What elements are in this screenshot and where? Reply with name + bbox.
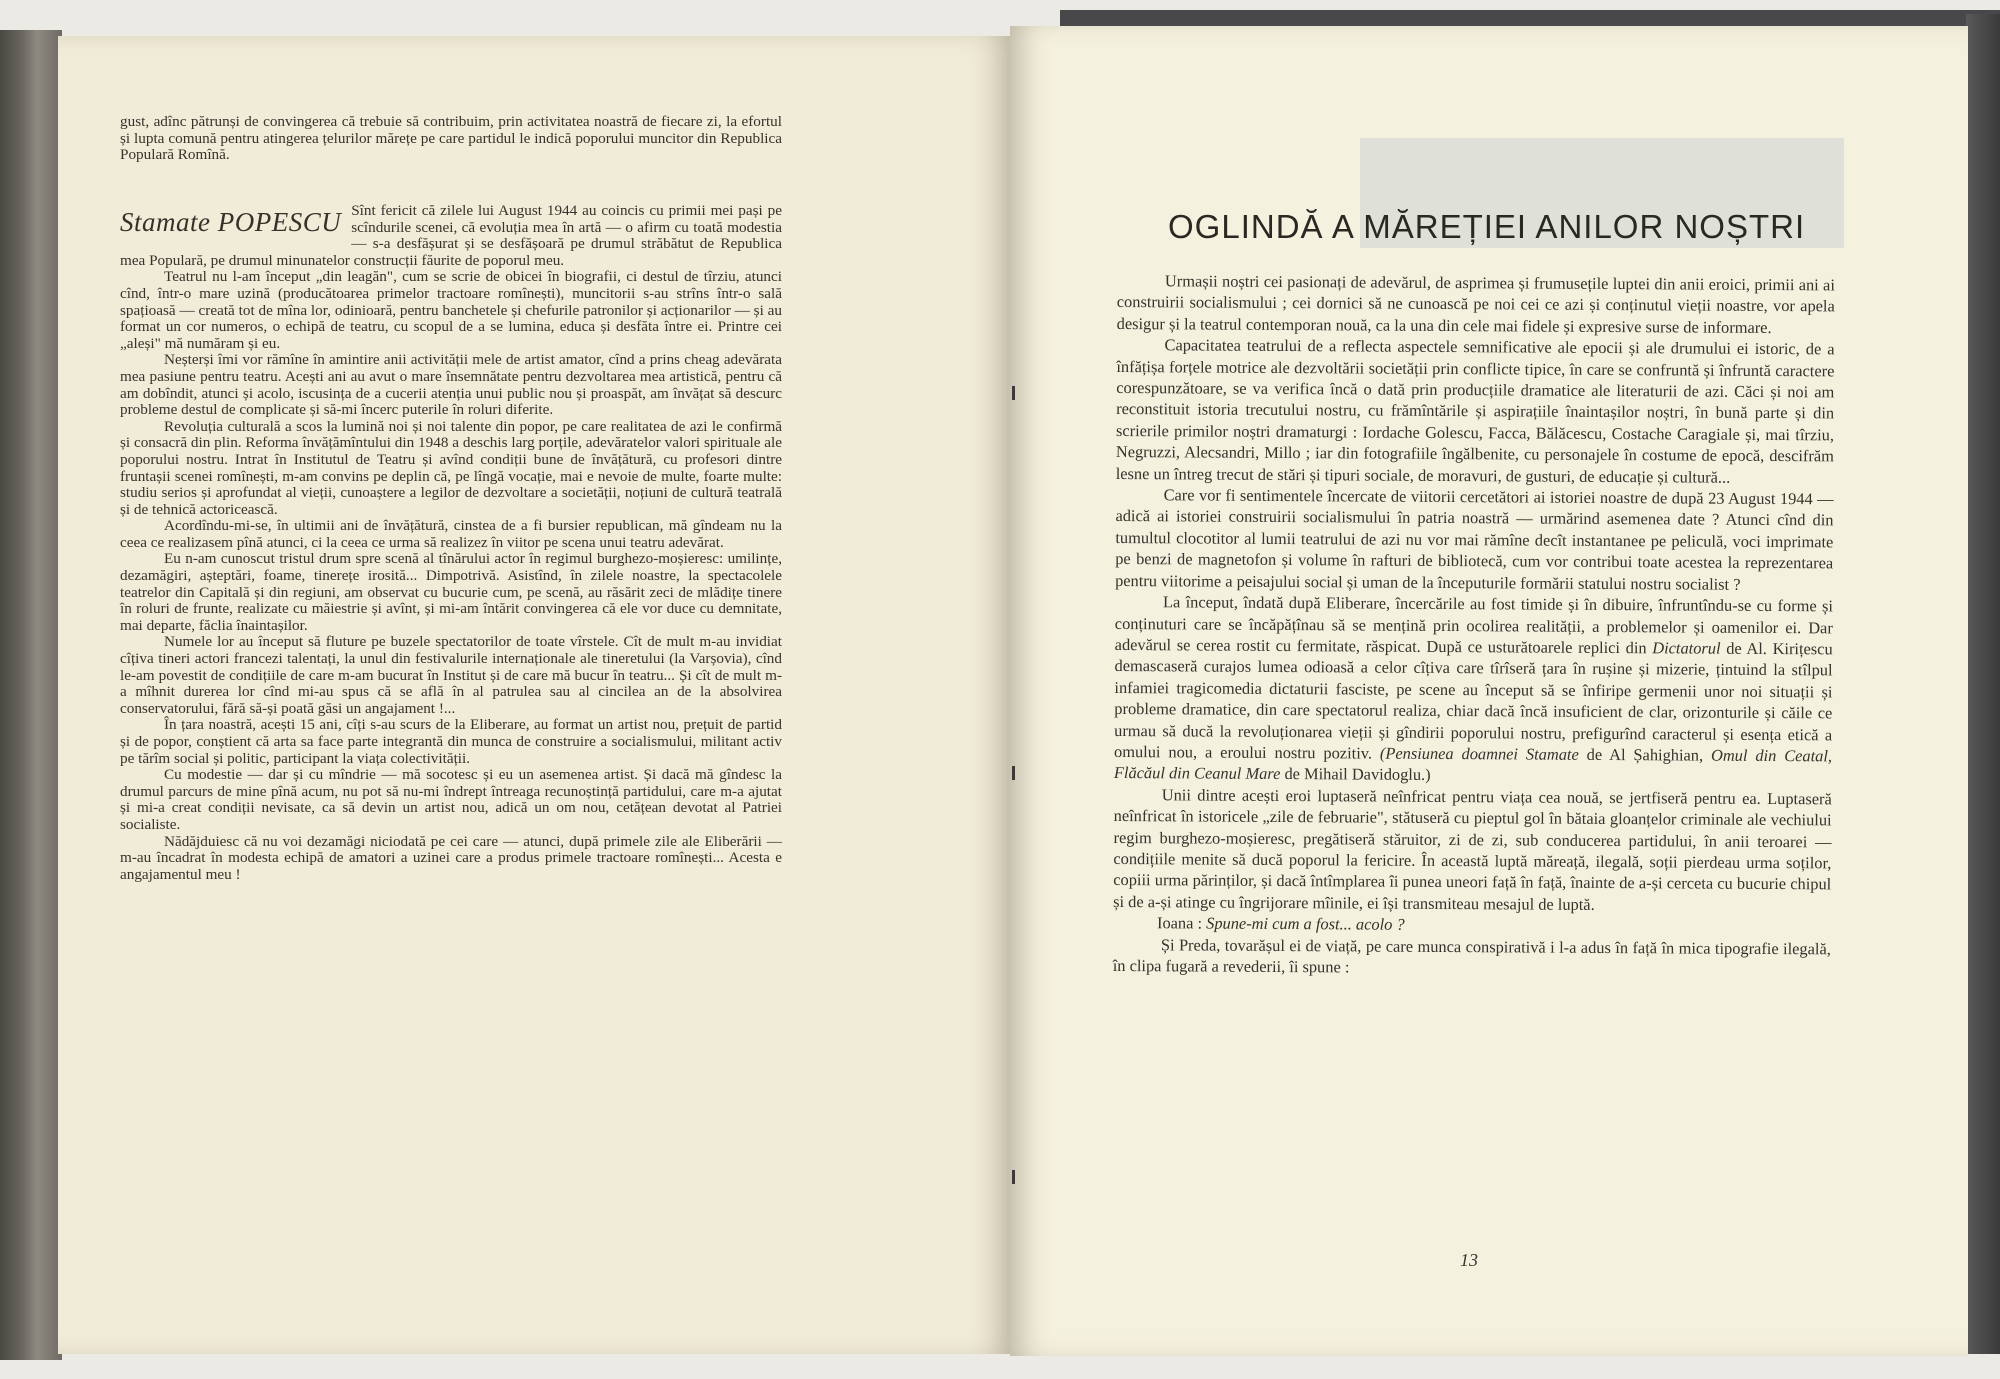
article-paragraph: Cu modestie — dar și cu mîndrie — mă socotesc și eu un asemenea artist. Și dacă mă gîndesc la drumul parcurs de mine pînă acum, nu pot să nu-mi îndrept întreaga recunoștință partidului, care m-a ajutat și mi-a creat condiții nevisate, ca să devin un artist nou, adică un om nou, cetățean devotat al Patriei socialiste. xyxy=(120,766,782,833)
article-paragraph: Nădăjduiesc că nu voi dezamăgi niciodată pe cei care — atunci, după primele zile ale Eliberării — m-au încadrat în modesta echipă de amatori a uzinei care a produs primele tractoare romînești... Acesta e angajamentul meu ! xyxy=(120,832,782,883)
intro-paragraph: gust, adînc pătrunși de convingerea că trebuie să contribuim, prin activitatea noastră de fiecare zi, la efortul și lupta comună pentru atingerea țelurilor mărețe pe care partidul le indică poporului muncitor din Republica Populară Romînă. xyxy=(120,113,782,164)
work-title: Dictatorul xyxy=(1652,638,1721,658)
left-page-article xyxy=(120,203,782,883)
gutter-mark xyxy=(1012,766,1015,780)
article-opening-paragraph xyxy=(120,203,782,269)
book-binding-left xyxy=(0,30,62,1360)
article-paragraph: Capacitatea teatrului de a reflecta aspectele semnificative ale epocii și ale drumului ei istoric, de a înfățișa forțele motrice ale dezvoltării societății prin conflicte tipice, în care se confruntă și înfruntă caractere corespunzătoare, se va verifica încă o dată prin producțiile dramatice ale literaturii de azi. Căci și noi am reconstituit istoria trecutului nostru, cu frămîntările și aspirațiile înaintașilor noștri, în bună parte și din scrierile primilor noștri dramaturgi : Iordache Golescu, Facca, Bălăcescu, Costache Caragiale și, mai tîrziu, Negruzzi, Alecsandri, Millo ; iar din fotografiile îngălbenite, cu personajele în costume de epocă, descifrăm lesne un întreg trecut de stări și tipuri sociale, de moravuri, de gusturi, de educație și cultură... xyxy=(1115,335,1835,487)
work-title: Omul din Ceatal, Flăcăul din Ceanul Mare xyxy=(1113,745,1833,784)
article-paragraph: Teatrul nu l-am început „din leagăn", cum se scrie de obicei în biografii, ci destul de tîrziu, atunci cînd, într-o mare uzină (producătoarea primelor tractoare romînești), muncitorii s-au strîns într-o sală spațioasă — creată tot de mîna lor, odinioară, pentru banchetele și chefurile patronilor și acționarilor — și au format un cor numeros, o echipă de teatru, cu scopul de a se lumina, educa și desfăta între ei. Printre cei „aleși" mă număram și eu. xyxy=(120,268,782,352)
article-paragraph: Urmașii noștri cei pasionați de adevărul, de asprimea și frumusețile luptei din anii eroici, primii ani ai construirii socialismului ; cei dornici să ne cunoască pe noi cei ce azi și conținutul vieții noastre, vor apela desigur și la teatrul contemporan nouă, ca la una din cele mai fidele și expresive surse de informare. xyxy=(1116,271,1835,337)
page-number: 13 xyxy=(1460,1250,1478,1270)
book-cover-edge xyxy=(1060,10,2000,26)
book-binding-right xyxy=(1966,14,2000,1354)
article-paragraph: Eu n-am cunoscut tristul drum spre scenă al tînărului actor în regimul burghezo-moșieresc: umilințe, dezamăgiri, așteptări, foame, tinerețe irosită... Dimpotrivă. Asistînd, în zilele noastre, la spectacolele teatrelor din Capitală și din regiuni, am observat cu bucurie cum, pe scenă, au răsărit zeci de mlădițe tinere în roluri de frunte, realizate cu măiestrie și avînt, și mi-am întărit convingerea că ele vor duce cu demnitate, mai departe, făclia înaintașilor. xyxy=(120,550,782,634)
article-paragraph: Acordîndu-mi-se, în ultimii ani de învățătură, cinstea de a fi bursier republican, mă gîndeam nu la ceea ce realizasem pînă atunci, ci la ceea ce urma să realizez în viitor pe scena unui teatru adevărat. xyxy=(120,517,782,551)
article-paragraph: Și Preda, tovarășul ei de viață, pe care munca conspirativă i l-a adus în față în mica tipografie ilegală, în clipa fugară a revederii, îi spune : xyxy=(1112,934,1831,977)
dialog-text: Spune-mi cum a fost... acolo ? xyxy=(1206,913,1405,934)
article-paragraph: Neșterși îmi vor rămîne în amintire anii activității mele de artist amator, cînd a prins cheag adevărata mea pasiune pentru teatru. Acești ani au avut o mare însemnătate pentru dezvoltarea mea artistică, pentru că am dobîndit, atunci și acolo, iscusința de a cucerii atenția unui public nou și proaspăt, am învățat să descurc probleme destul de complicate și să-mi încerc puterile în roluri diferite. xyxy=(120,351,782,419)
right-page-article xyxy=(1113,270,1835,981)
gutter-mark xyxy=(1012,1170,1015,1184)
article-paragraph xyxy=(1114,591,1833,788)
left-page-intro xyxy=(120,114,782,164)
article-paragraph: Unii dintre acești eroi luptaseră neînfricat pentru viața cea nouă, se jertfiseră pentru ea. Luptaseră neînfricat în istoricele „zile de februarie", stătuseră cu pieptul gol în bătaia gloanțelor criminale ale vechiului regim burghezo-moșieresc, pregătiseră stăruitor, zi de zi, sub conducerea partidului, în anii teroarei — condițiile menite să ducă poporul la fericire. În această luptă măreață, ilegală, soții pierdeau urma soților, copiii urma părinților, și dacă întîmplarea îi punea uneori față în față, înainte de a-și cerceta cu bucurie chipul și de a-și atinge cu îngrijorare mîinile, ei își transmiteau mesajul de luptă. xyxy=(1113,785,1832,914)
opening-text: Sînt fericit că zilele lui August 1944 au coincis cu primii mei pași pe scîndurile scenei, că evoluția mea în artă — o afirm cu toată modestia — s-a desfășurat și se desfășoară pe drumul străbătut de Republica mea Populară, pe drumul minunatelor construcții făurite de poporul meu. xyxy=(120,203,782,269)
work-title: (Pensiunea doamnei Stamate xyxy=(1379,743,1579,764)
article-title: OGLINDĂ A MĂREȚIEI ANILOR NOȘTRI xyxy=(1168,208,1806,245)
article-paragraph: Revoluția culturală a scos la lumină noi și noi talente din popor, pe care realitatea de azi le confirmă și consacră din plin. Reforma învățămîntului din 1948 a deschis larg porțile, adevăratelor valori spirituale ale poporului nostru. Intrat în Institutul de Teatru și avînd condiții bune de învățătură, cu profesori dintre fruntașii scenei romînești, m-am convins pe deplin că, pe lîngă vocație, mai e nevoie de multe, foarte multe: studiu serios și aprofundat al vieții, cunoaștere a legilor de dezvoltare a societății, noțiuni de cultură teatrală și de tehnică actoricească. xyxy=(120,417,782,518)
paragraph-text: de Al. Kirițescu demascaseră curajos lumea odioasă a celor cîțiva care tîrîseră țara în rușine și mizerie, țintuind la stîlpul infamiei tragicomedia dictaturii fasciste, pe scene au început să se înfiripe germenii unor noi situații și probleme dramatice, din care spectatorul realiza, chiar dacă încă insuficient de clar, orizonturile și căile ce urmau să ducă la revoluționarea vieții și gîndirii poporului nostru, prefigurînd caracterul și esența etică a omului nou, a eroului nostru pozitiv. xyxy=(1114,638,1833,763)
paragraph-text: de Al Șahighian, xyxy=(1578,744,1712,765)
article-paragraph: Numele lor au început să fluture pe buzele spectatorilor de toate vîrstele. Cît de mult m-au invidiat cîțiva tineri actori francezi talentați, la unul din festivalurile internaționale ale tineretului (la Varșovia), cînd le-am povestit de condițiile de care m-am bucurat în Institut și de care mă bucur în teatru... Și cît de mult m-a mîhnit durerea lor cînd mi-au spus că se află în al patrulea sau al cincilea an de la absolvirea conservatorului, fără să-și poată găsi un angajament !... xyxy=(120,633,782,717)
paragraph-text: de Mihail Davidoglu.) xyxy=(1280,764,1431,785)
article-paragraph: În țara noastră, acești 15 ani, cîți s-au scurs de la Eliberare, au format un artist nou, prețuit de partid și de popor, conștient că arta sa face parte integrantă din munca de construire a socialismului, militant activ pe tărîm social și politic, participant la viața colectivității. xyxy=(120,716,782,767)
author-signature: Stamate POPESCU xyxy=(120,207,342,237)
paragraph-text: La început, îndată după Eliberare, încercările au fost timide și în dibuire, înfruntîndu-se cu forme și conținuturi care se încăpățînau să se mențină prin ocolirea realității, a problemelor și oamenilor ei. Dar adevărul se cerea rostit cu fermitate, răspicat. După ce usturătoarele replici din xyxy=(1114,592,1834,658)
gutter-mark xyxy=(1012,386,1015,400)
dialog-speaker: Ioana : xyxy=(1156,913,1203,933)
article-paragraph: Care vor fi sentimentele încercate de viitorii cercetători ai istoriei noastre de după 23 August 1944 — adică ai istoriei construirii socialismului în patria noastră — urmărind asemenea date ? Atunci cînd din tumultul clocotitor al lumii teatrului de azi nu vor mai rămîne decît instantanee pe peliculă, voci imprimate pe benzi de magnetofon și volume în rafturi de bibliotecă, cum vor contribui toate acestea la reprezentarea pentru viitorime a peisajului social și uman de la începuturile formării statului nostru socialist ? xyxy=(1115,485,1834,594)
